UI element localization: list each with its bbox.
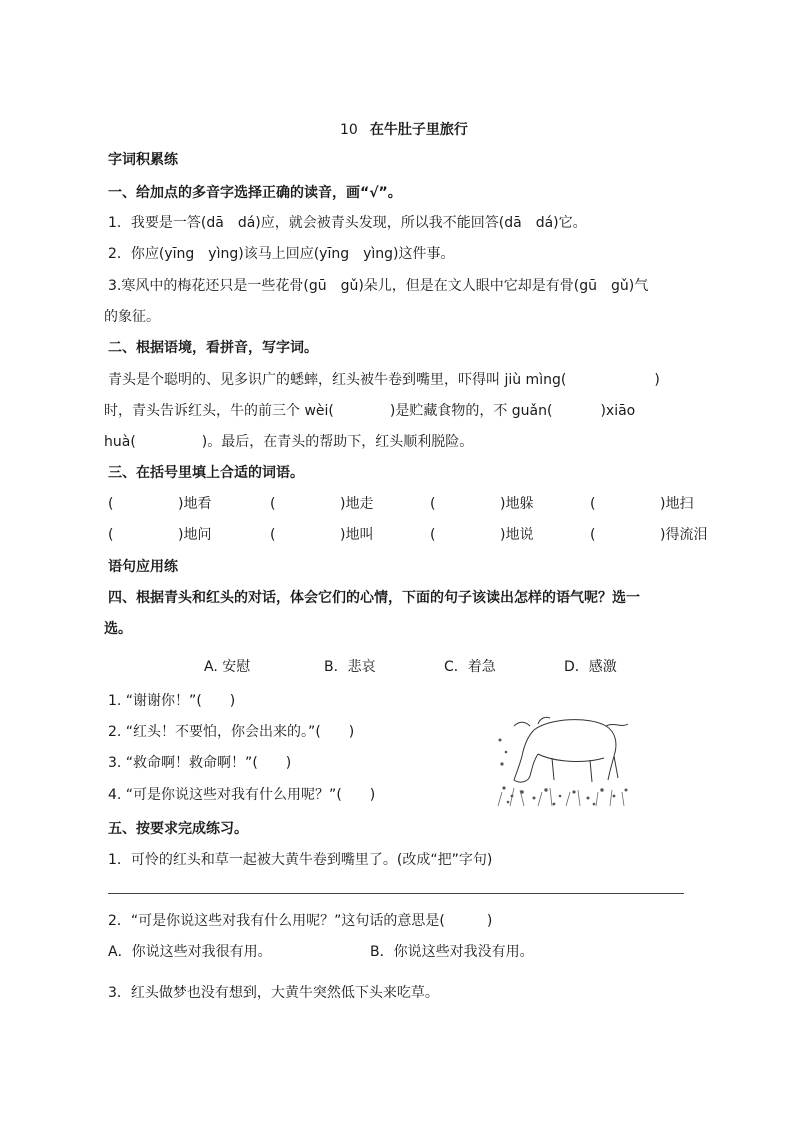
q4-item-4[interactable]: 4. “可是你说这些对我有什么用呢？”( ): [108, 787, 376, 803]
q3-word[interactable]: )地叫: [340, 527, 374, 543]
cow-grazing-illustration: [494, 700, 634, 810]
page-title: [340, 120, 468, 140]
q5-option-b: B．你说这些对我没有用。: [370, 944, 534, 960]
q3-paren-open: (: [590, 496, 596, 512]
q4-option-a: A. 安慰: [204, 659, 251, 675]
question-4-heading-2: [104, 619, 132, 639]
question-3-heading: 三、在括号里填上合适的词语。: [108, 465, 304, 481]
question-5-line-1: 1．可怜的红头和草一起被大黄牛卷到嘴里了。(改成“把”字句): [108, 852, 493, 868]
q4-heading-text-2: 选。: [104, 621, 132, 637]
q3-word[interactable]: )地看: [178, 496, 212, 512]
question-2-heading: 二、根据语境，看拼音，写字词。: [108, 340, 318, 356]
q3-word[interactable]: )地扫: [660, 496, 694, 512]
q2-text-2b: )是贮藏食物的，不 guǎn(: [389, 403, 553, 419]
q4-item-2[interactable]: 2. “红头！不要怕，你会出来的。”( ): [108, 724, 355, 740]
question-2-line-1: [108, 370, 660, 390]
q4-item-1[interactable]: 1. “谢谢你！”( ): [108, 693, 236, 709]
question-4-heading-1: [108, 588, 640, 608]
q4-option-d: D．感激: [564, 659, 617, 675]
q2-text-2a: 时，青头告诉红头，牛的前三个 wèi(: [104, 403, 334, 419]
lesson-title: 在牛肚子里旅行: [369, 122, 468, 138]
q3-paren-open: (: [430, 496, 436, 512]
question-1-line-3b: 的象征。: [104, 309, 160, 325]
q5-option-a: A．你说这些对我很有用。: [108, 944, 272, 960]
q2-text-3a: huà(: [104, 434, 136, 450]
question-1-line-3a: 3.寒风中的梅花还只是一些花骨(gū gǔ)朵儿，但是在文人眼中它却是有骨(gū gǔ)气: [108, 278, 649, 294]
section-heading-sentences: 语句应用练: [108, 559, 178, 575]
q3-paren-open: (: [108, 496, 114, 512]
q2-text-1a: 青头是个聪明的、见多识广的蟋蟀，红头被牛卷到嘴里，吓得叫 jiù mìng(: [108, 372, 567, 388]
q3-word[interactable]: )地躲: [500, 496, 534, 512]
q3-word[interactable]: )地问: [178, 527, 212, 543]
question-1-line-2: 2．你应(yīng yìng)该马上回应(yīng yìng)这件事。: [108, 246, 455, 262]
question-2-line-2: [104, 401, 635, 421]
section-heading-vocabulary: 字词积累练: [108, 152, 178, 168]
q3-word[interactable]: )得流泪: [660, 527, 708, 543]
q3-paren-open: (: [108, 527, 114, 543]
question-1-heading: 一、给加点的多音字选择正确的读音，画“√”。: [108, 185, 402, 201]
question-1-line-1: 1．我要是一答(dā dá)应，就会被青头发现，所以我不能回答(dā dá)它。: [108, 215, 587, 231]
answer-line[interactable]: [108, 893, 684, 894]
q3-paren-open: (: [270, 496, 276, 512]
q3-word[interactable]: )地说: [500, 527, 534, 543]
q4-option-c: C．着急: [444, 659, 496, 675]
q3-paren-open: (: [270, 527, 276, 543]
q2-text-3b: )。最后，在青头的帮助下，红头顺利脱险。: [201, 434, 474, 450]
q4-heading-text: 四、根据青头和红头的对话，体会它们的心情，下面的句子该读出怎样的语气呢？选一: [108, 590, 640, 606]
q3-paren-open: (: [590, 527, 596, 543]
q2-text-2c: )xiāo: [600, 403, 636, 419]
q4-option-b: B．悲哀: [324, 659, 376, 675]
lesson-number: 10: [340, 122, 358, 138]
q3-paren-open: (: [430, 527, 436, 543]
q2-text-1b: ): [654, 372, 660, 388]
q3-word[interactable]: )地走: [340, 496, 374, 512]
question-5-heading: 五、按要求完成练习。: [108, 821, 248, 837]
question-5-line-2: 2．“可是你说这些对我有什么用呢？”这句话的意思是( ): [108, 913, 493, 929]
question-2-line-3: [104, 432, 473, 452]
question-5-line-3: 3．红头做梦也没有想到，大黄牛突然低下头来吃草。: [108, 985, 439, 1001]
q4-item-3[interactable]: 3. “救命啊！救命啊！”( ): [108, 755, 292, 771]
